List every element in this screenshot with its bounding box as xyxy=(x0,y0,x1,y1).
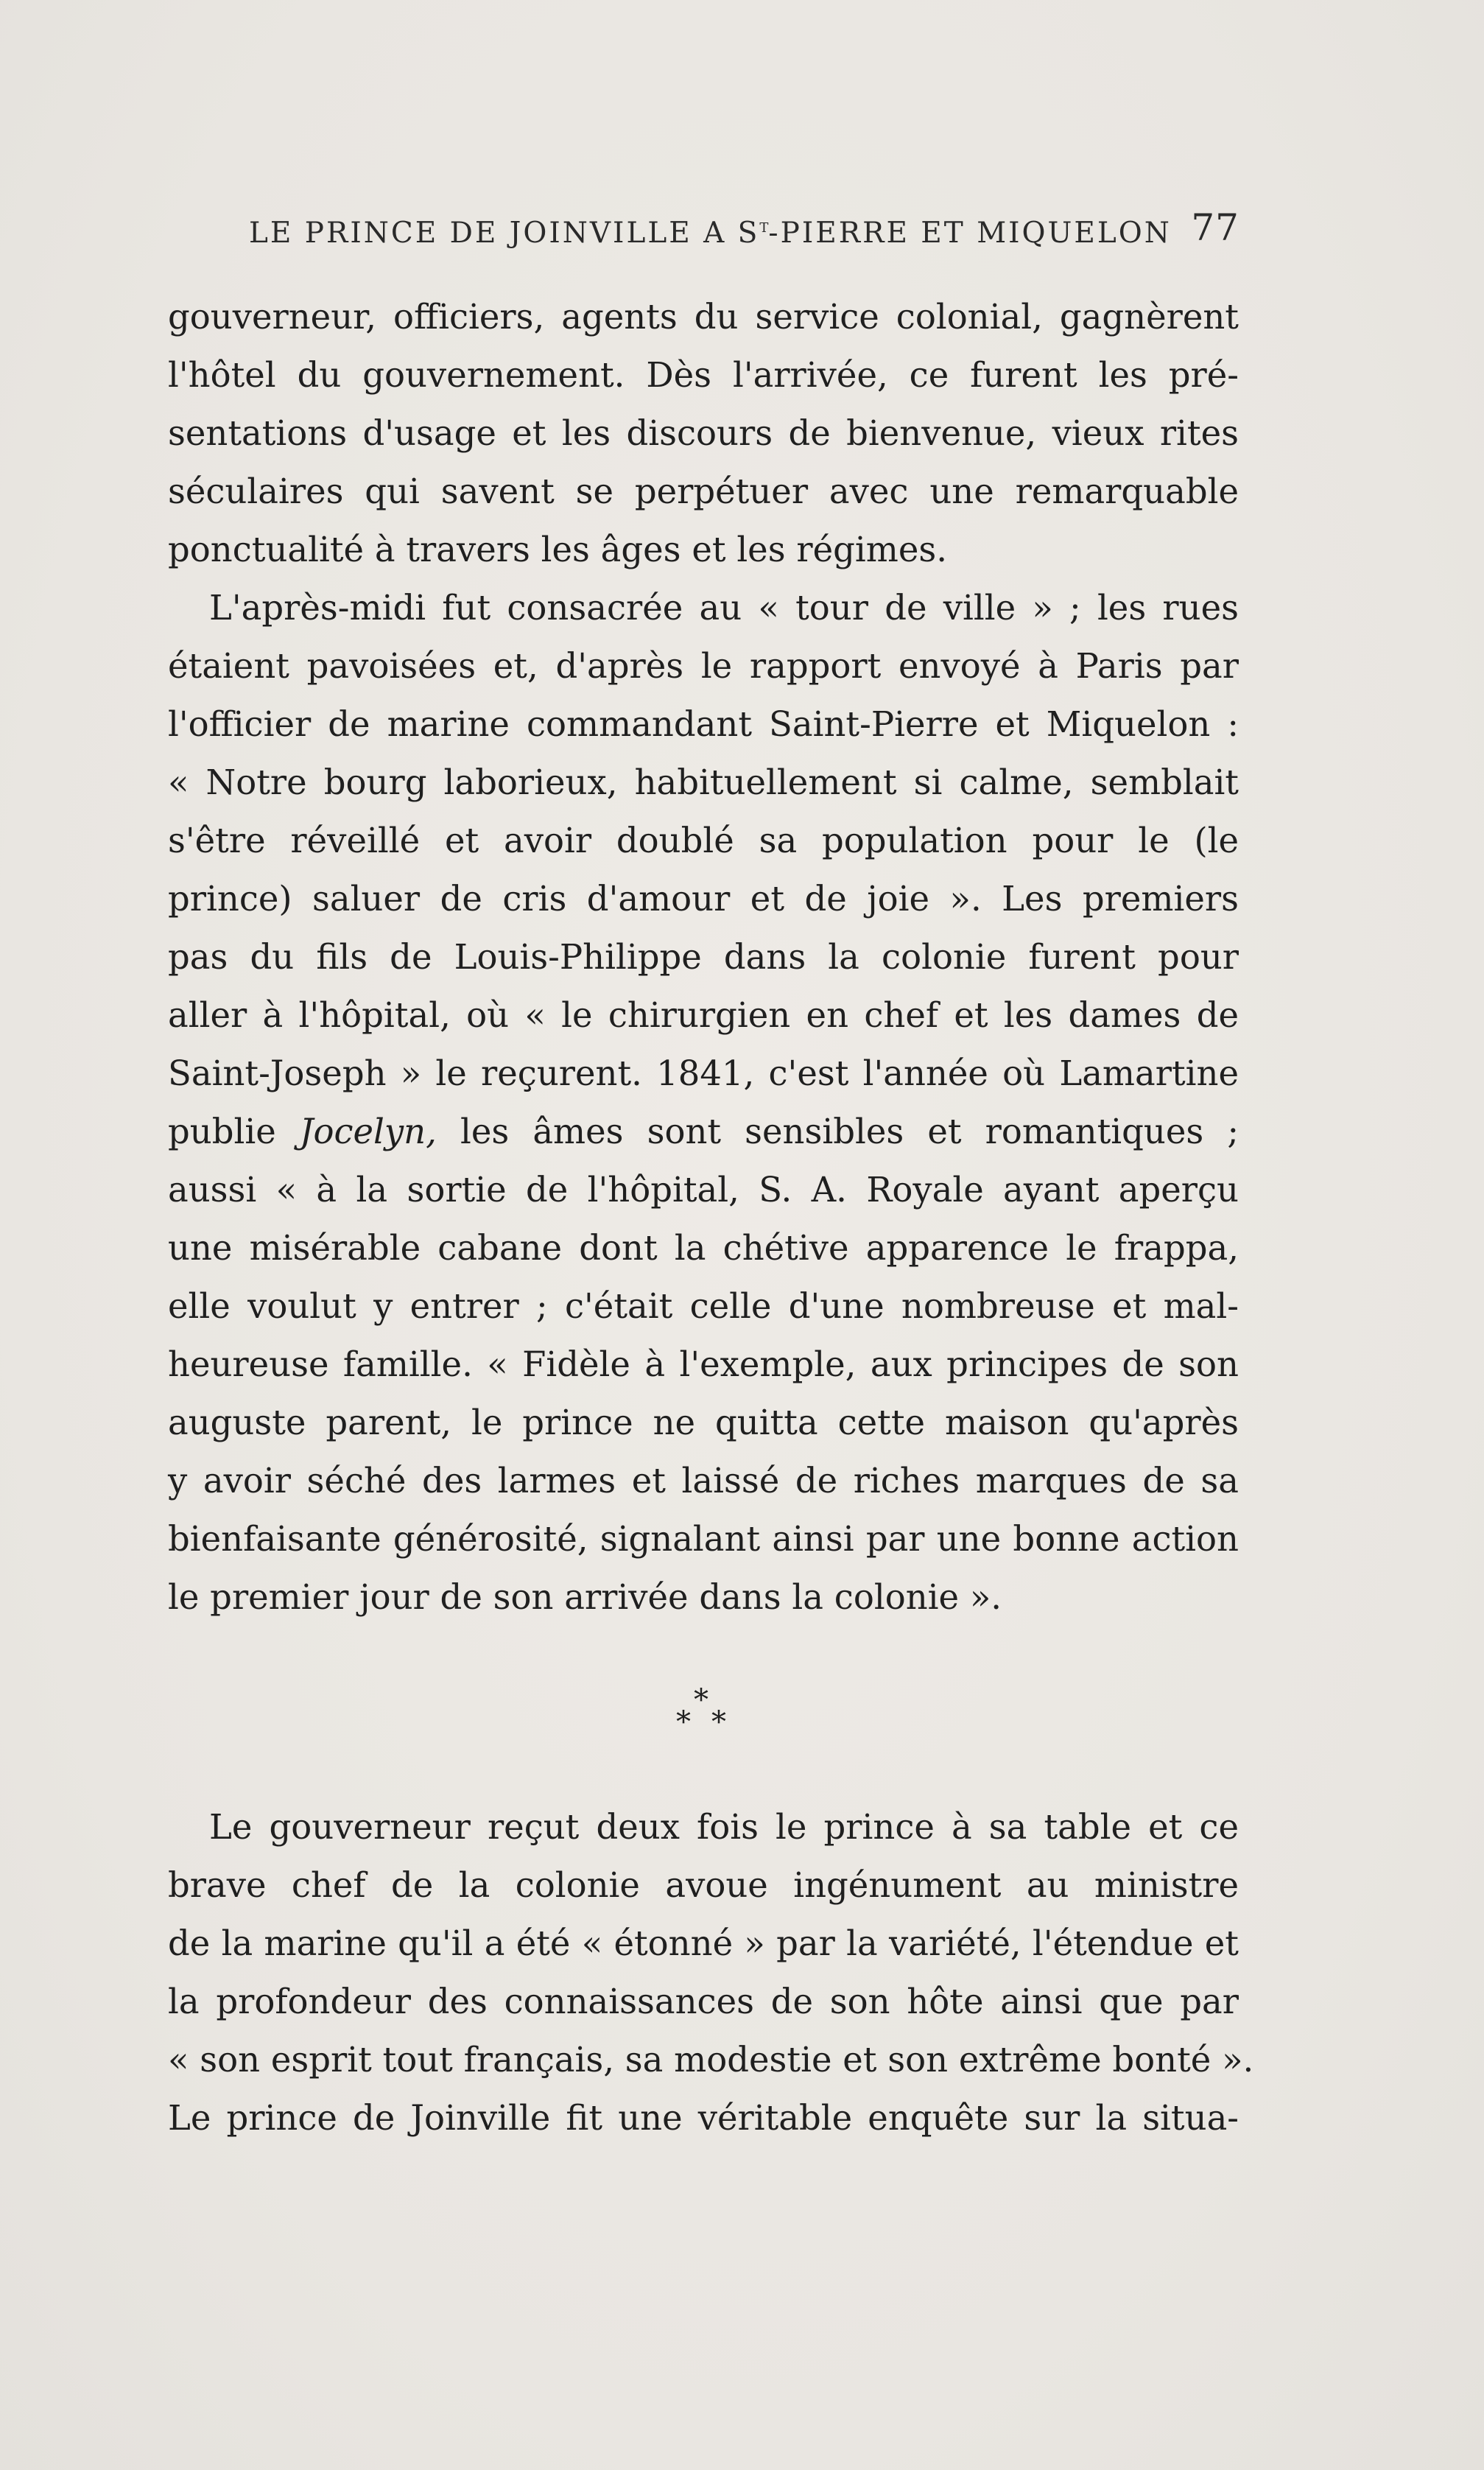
text-line: aussi « à la sortie de l'hôpital, S. A. Royale ayant aperçu xyxy=(168,1170,1239,1210)
text-fragment: les âmes sont sensibles et romantiques ; xyxy=(436,1112,1239,1151)
asterisk: * xyxy=(676,1705,691,1739)
text-line: Saint-Joseph » le reçurent. 1841, c'est l'année où Lamartine xyxy=(168,1053,1239,1093)
running-head xyxy=(249,215,1172,250)
text-line: l'officier de marine commandant Saint-Pierre et Miquelon : xyxy=(168,704,1239,744)
text-line: L'après-midi fut consacrée au « tour de ville » ; les rues xyxy=(209,588,1239,628)
asterisk: * xyxy=(711,1705,726,1739)
text-line: le premier jour de son arrivée dans la colonie ». xyxy=(168,1577,1002,1617)
text-line: séculaires qui savent se perpétuer avec une remarquable xyxy=(168,471,1239,511)
section-separator-asterism xyxy=(663,1685,751,1752)
text-line: brave chef de la colonie avoue ingénument au ministre xyxy=(168,1865,1239,1905)
text-line: gouverneur, officiers, agents du service colonial, gagnèrent xyxy=(168,297,1239,337)
text-line: elle voulut y entrer ; c'était celle d'une nombreuse et mal- xyxy=(168,1286,1239,1326)
running-head-rest: -PIERRE ET MIQUELON xyxy=(768,217,1172,250)
running-head-superscript: t xyxy=(759,215,769,237)
text-line: Le prince de Joinville fit une véritable enquête sur la situa- xyxy=(168,2098,1239,2138)
text-line: pas du fils de Louis-Philippe dans la colonie furent pour xyxy=(168,937,1239,977)
text-line: ponctualité à travers les âges et les régimes. xyxy=(168,530,947,569)
text-line: Le gouverneur reçut deux fois le prince à sa table et ce xyxy=(209,1807,1239,1847)
text-line: aller à l'hôpital, où « le chirurgien en chef et les dames de xyxy=(168,995,1239,1035)
text-line: l'hôtel du gouvernement. Dès l'arrivée, ce furent les pré- xyxy=(168,355,1239,395)
text-line xyxy=(168,1102,1239,1161)
text-line: « son esprit tout français, sa modestie et son extrême bonté ». xyxy=(168,2040,1254,2080)
text-line: s'être réveillé et avoir doublé sa population pour le (le xyxy=(168,821,1239,860)
page-header xyxy=(249,206,1239,258)
text-line: une misérable cabane dont la chétive apparence le frappa, xyxy=(168,1228,1239,1268)
text-line: auguste parent, le prince ne quitta cette maison qu'après xyxy=(168,1403,1239,1442)
asterisk: * xyxy=(694,1683,708,1717)
text-line: heureuse famille. « Fidèle à l'exemple, aux principes de son xyxy=(168,1344,1239,1384)
text-line: de la marine qu'il a été « étonné » par la variété, l'étendue et xyxy=(168,1923,1239,1963)
text-line: étaient pavoisées et, d'après le rapport envoyé à Paris par xyxy=(168,646,1239,686)
text-line: prince) saluer de cris d'amour et de joie ». Les premiers xyxy=(168,879,1239,919)
book-title-italic: Jocelyn, xyxy=(299,1112,437,1151)
text-line: y avoir séché des larmes et laissé de riches marques de sa xyxy=(168,1461,1239,1501)
text-line: « Notre bourg laborieux, habituellement si calme, semblait xyxy=(168,762,1239,802)
page-number: 77 xyxy=(1191,206,1239,249)
text-line: la profondeur des connaissances de son hôte ainsi que par xyxy=(168,1982,1239,2021)
text-fragment: publie xyxy=(168,1112,300,1151)
text-line: sentations d'usage et les discours de bienvenue, vieux rites xyxy=(168,413,1239,453)
running-head-main: LE PRINCE DE JOINVILLE A S xyxy=(249,217,760,250)
text-line: bienfaisante générosité, signalant ainsi par une bonne action xyxy=(168,1519,1239,1559)
